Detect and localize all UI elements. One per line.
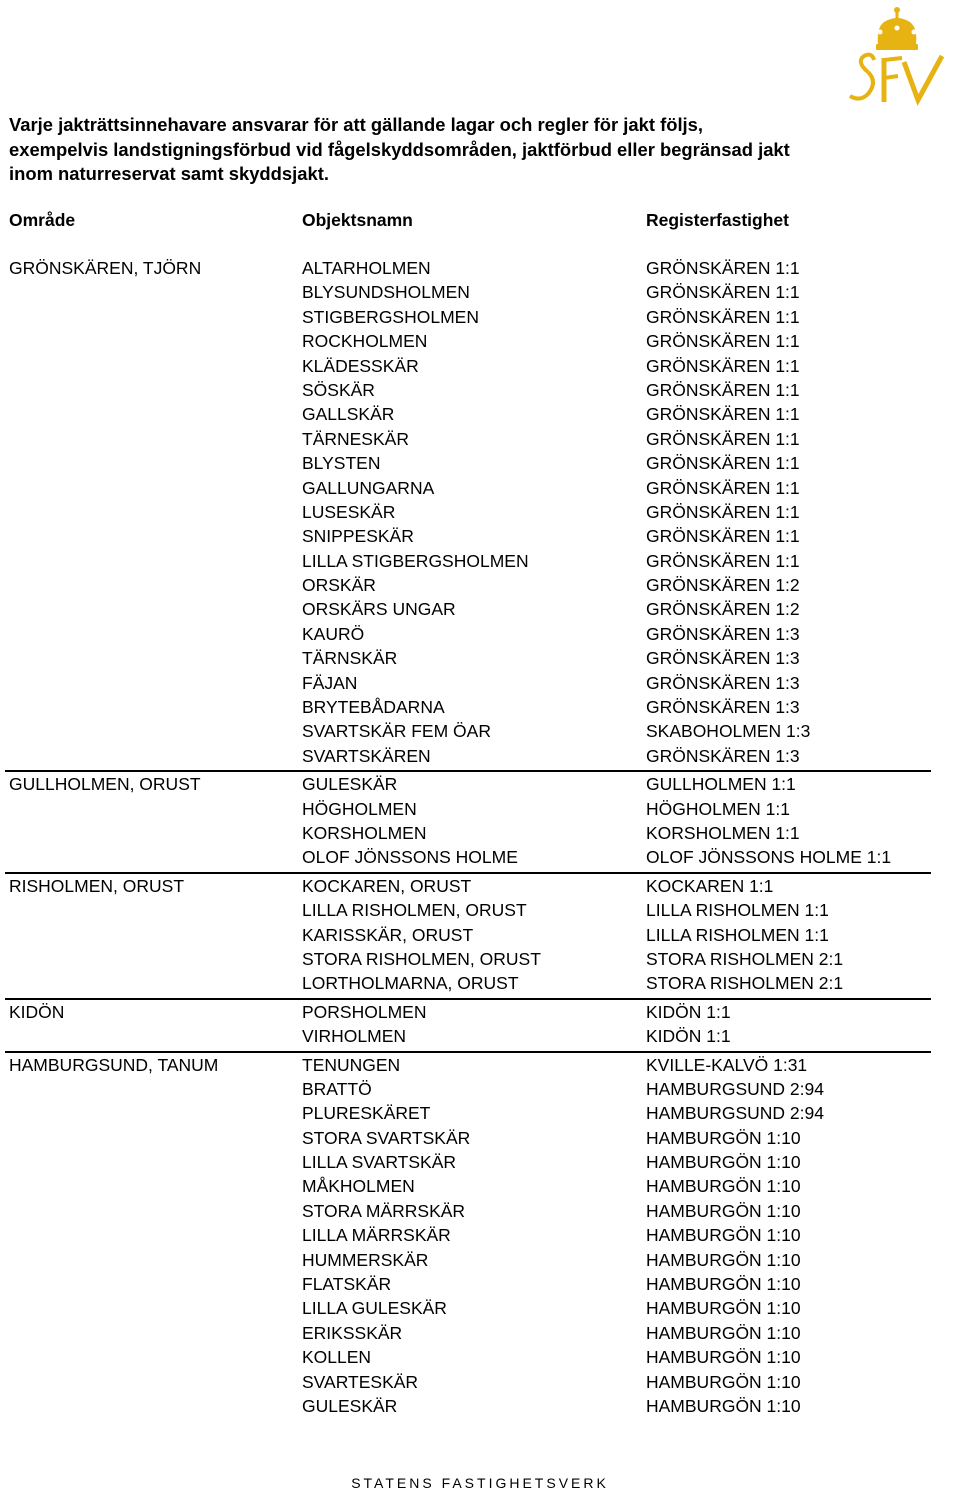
cell-object: KARISSKÄR, ORUST — [302, 924, 474, 945]
cell-registry: SKABOHOLMEN 1:3 — [646, 721, 811, 742]
cell-object: FÄJAN — [302, 672, 358, 693]
cell-registry: GRÖNSKÄREN 1:1 — [646, 428, 800, 449]
table-row — [0, 305, 960, 329]
cell-object: TENUNGEN — [302, 1054, 401, 1075]
table-row — [0, 329, 960, 353]
cell-object: TÄRNSKÄR — [302, 648, 398, 669]
cell-registry: GULLHOLMEN 1:1 — [646, 774, 796, 795]
table-row — [0, 1150, 960, 1174]
table-row — [0, 744, 960, 768]
cell-registry: HAMBURGÖN 1:10 — [646, 1298, 801, 1319]
cell-object: KLÄDESSKÄR — [302, 355, 419, 376]
cell-registry: HÖGHOLMEN 1:1 — [646, 798, 790, 819]
cell-registry: GRÖNSKÄREN 1:2 — [646, 575, 800, 596]
table-row — [0, 797, 960, 821]
cell-object: GULESKÄR — [302, 1395, 398, 1416]
cell-registry: HAMBURGÖN 1:10 — [646, 1274, 801, 1295]
cell-registry: HAMBURGÖN 1:10 — [646, 1176, 801, 1197]
cell-registry: GRÖNSKÄREN 1:1 — [646, 404, 800, 425]
cell-registry: GRÖNSKÄREN 1:1 — [646, 306, 800, 327]
cell-object: ALTARHOLMEN — [302, 258, 431, 278]
cell-object: HÖGHOLMEN — [302, 798, 417, 819]
cell-registry: KOCKAREN 1:1 — [646, 875, 774, 896]
cell-registry: GRÖNSKÄREN 1:3 — [646, 623, 800, 644]
cell-object: GULESKÄR — [302, 774, 398, 795]
cell-registry: GRÖNSKÄREN 1:1 — [646, 550, 800, 571]
table-row — [5, 872, 931, 898]
cell-registry: GRÖNSKÄREN 1:1 — [646, 355, 800, 376]
cell-object: LILLA GULESKÄR — [302, 1298, 447, 1319]
table-row — [0, 1370, 960, 1394]
cell-object: ERIKSSKÄR — [302, 1322, 403, 1343]
cell-object: LILLA STIGBERGSHOLMEN — [302, 550, 529, 571]
cell-registry: HAMBURGÖN 1:10 — [646, 1200, 801, 1221]
table-row — [0, 378, 960, 402]
cell-object: PLURESKÄRET — [302, 1103, 431, 1124]
cell-registry: HAMBURGÖN 1:10 — [646, 1347, 801, 1368]
intro-line: inom naturreservat samt skyddsjakt. — [9, 163, 329, 184]
cell-object: KOLLEN — [302, 1347, 372, 1368]
cell-object: BLYSTEN — [302, 453, 381, 474]
cell-registry: HAMBURGSUND 2:94 — [646, 1103, 824, 1124]
table-row — [0, 1024, 960, 1048]
table-row — [0, 971, 960, 995]
cell-object: SVARTSKÄR FEM ÖAR — [302, 721, 491, 742]
cell-registry: LILLA RISHOLMEN 1:1 — [646, 900, 829, 921]
cell-registry: STORA RISHOLMEN 2:1 — [646, 948, 844, 969]
cell-object: STORA RISHOLMEN, ORUST — [302, 948, 541, 969]
cell-registry: GRÖNSKÄREN 1:3 — [646, 648, 800, 669]
table-row — [0, 845, 960, 869]
cell-registry: GRÖNSKÄREN 1:2 — [646, 599, 800, 620]
cell-object: KORSHOLMEN — [302, 822, 427, 843]
cell-object: PORSHOLMEN — [302, 1001, 427, 1022]
cell-object: LILLA MÄRRSKÄR — [302, 1225, 451, 1246]
cell-object: ORSKÄR — [302, 575, 376, 596]
table-row — [0, 923, 960, 947]
crown-monogram-icon — [838, 2, 956, 120]
table-row — [0, 1321, 960, 1345]
cell-registry: GRÖNSKÄREN 1:3 — [646, 697, 800, 718]
table-row — [0, 573, 960, 597]
property-table — [0, 256, 960, 1418]
table-row — [5, 770, 931, 796]
cell-registry: GRÖNSKÄREN 1:3 — [646, 745, 800, 766]
cell-registry: HAMBURGÖN 1:10 — [646, 1395, 801, 1416]
cell-object: VIRHOLMEN — [302, 1026, 407, 1047]
table-row — [0, 402, 960, 426]
cell-area: GULLHOLMEN, ORUST — [9, 774, 201, 795]
cell-object: SVARTSKÄREN — [302, 745, 431, 766]
table-row — [0, 549, 960, 573]
table-row — [0, 451, 960, 475]
cell-object: SNIPPESKÄR — [302, 526, 414, 547]
cell-registry: KIDÖN 1:1 — [646, 1001, 731, 1022]
cell-registry: HAMBURGÖN 1:10 — [646, 1225, 801, 1246]
table-row — [0, 898, 960, 922]
table-row — [0, 1101, 960, 1125]
table-row — [0, 1126, 960, 1150]
cell-object: GALLSKÄR — [302, 404, 395, 425]
cell-registry: GRÖNSKÄREN 1:1 — [646, 282, 800, 303]
cell-area: KIDÖN — [9, 1001, 65, 1022]
cell-object: SÖSKÄR — [302, 379, 375, 400]
cell-object: KAURÖ — [302, 623, 365, 644]
cell-object: STIGBERGSHOLMEN — [302, 306, 479, 327]
table-row — [0, 1394, 960, 1418]
cell-registry: HAMBURGÖN 1:10 — [646, 1371, 801, 1392]
table-row — [0, 256, 960, 280]
intro-line: Varje jakträttsinnehavare ansvarar för att gällande lagar och regler för jakt följs, — [9, 114, 704, 135]
cell-registry: KVILLE-KALVÖ 1:31 — [646, 1054, 808, 1075]
intro-paragraph — [9, 113, 909, 187]
cell-object: BRYTEBÅDARNA — [302, 697, 445, 718]
cell-registry: HAMBURGÖN 1:10 — [646, 1249, 801, 1270]
table-row — [0, 1272, 960, 1296]
table-row — [0, 695, 960, 719]
cell-registry: GRÖNSKÄREN 1:1 — [646, 331, 800, 352]
cell-registry: KIDÖN 1:1 — [646, 1026, 731, 1047]
table-row — [0, 524, 960, 548]
cell-object: KOCKAREN, ORUST — [302, 875, 472, 896]
cell-object: LILLA SVARTSKÄR — [302, 1152, 457, 1173]
table-row — [0, 821, 960, 845]
table-row — [0, 1174, 960, 1198]
cell-registry: GRÖNSKÄREN 1:1 — [646, 379, 800, 400]
cell-registry: GRÖNSKÄREN 1:1 — [646, 453, 800, 474]
cell-object: MÅKHOLMEN — [302, 1176, 415, 1197]
cell-object: ORSKÄRS UNGAR — [302, 599, 456, 620]
cell-area: HAMBURGSUND, TANUM — [9, 1054, 219, 1075]
table-row — [0, 719, 960, 743]
table-row — [0, 500, 960, 524]
cell-registry: STORA RISHOLMEN 2:1 — [646, 973, 844, 994]
cell-registry: KORSHOLMEN 1:1 — [646, 822, 800, 843]
cell-object: TÄRNESKÄR — [302, 428, 409, 449]
cell-registry: HAMBURGSUND 2:94 — [646, 1078, 824, 1099]
cell-object: LORTHOLMARNA, ORUST — [302, 973, 519, 994]
table-row — [0, 1345, 960, 1369]
cell-object: OLOF JÖNSSONS HOLME — [302, 847, 518, 868]
cell-object: STORA SVARTSKÄR — [302, 1127, 471, 1148]
cell-registry: HAMBURGÖN 1:10 — [646, 1322, 801, 1343]
header-area: Område — [9, 210, 76, 230]
table-header — [0, 207, 960, 233]
cell-object: STORA MÄRRSKÄR — [302, 1200, 466, 1221]
table-row — [0, 671, 960, 695]
cell-registry: GRÖNSKÄREN 1:3 — [646, 672, 800, 693]
cell-registry: GRÖNSKÄREN 1:1 — [646, 258, 800, 278]
cell-registry: GRÖNSKÄREN 1:1 — [646, 501, 800, 522]
cell-object: GALLUNGARNA — [302, 477, 435, 498]
table-row — [0, 1077, 960, 1101]
cell-object: LILLA RISHOLMEN, ORUST — [302, 900, 527, 921]
table-row — [5, 1051, 931, 1077]
table-row — [0, 646, 960, 670]
table-row — [0, 280, 960, 304]
cell-registry: HAMBURGÖN 1:10 — [646, 1127, 801, 1148]
footer-agency: STATENS FASTIGHETSVERK — [351, 1475, 609, 1491]
cell-registry: HAMBURGÖN 1:10 — [646, 1152, 801, 1173]
table-row — [0, 427, 960, 451]
cell-object: SVARTESKÄR — [302, 1371, 419, 1392]
table-row — [0, 947, 960, 971]
table-row — [0, 1248, 960, 1272]
cell-registry: LILLA RISHOLMEN 1:1 — [646, 924, 829, 945]
intro-line: exempelvis landstigningsförbud vid fågelskyddsområden, jaktförbud eller begränsad jakt — [9, 138, 790, 160]
table-row — [5, 998, 931, 1024]
cell-object: BRATTÖ — [302, 1078, 372, 1099]
header-registry: Registerfastighet — [646, 210, 789, 230]
table-row — [0, 1223, 960, 1247]
table-row — [0, 622, 960, 646]
cell-object: LUSESKÄR — [302, 501, 396, 522]
cell-registry: GRÖNSKÄREN 1:1 — [646, 477, 800, 498]
table-row — [0, 1296, 960, 1320]
cell-area: RISHOLMEN, ORUST — [9, 875, 185, 896]
cell-area: GRÖNSKÄREN, TJÖRN — [9, 258, 202, 278]
sfv-logo — [838, 2, 956, 120]
cell-object: BLYSUNDSHOLMEN — [302, 282, 470, 303]
table-row — [0, 476, 960, 500]
table-row — [0, 354, 960, 378]
cell-registry: GRÖNSKÄREN 1:1 — [646, 526, 800, 547]
table-row — [0, 597, 960, 621]
cell-object: HUMMERSKÄR — [302, 1249, 429, 1270]
table-row — [0, 1199, 960, 1223]
cell-object: ROCKHOLMEN — [302, 331, 428, 352]
cell-object: FLATSKÄR — [302, 1274, 392, 1295]
header-object: Objektsnamn — [302, 210, 413, 230]
cell-registry: OLOF JÖNSSONS HOLME 1:1 — [646, 847, 892, 868]
